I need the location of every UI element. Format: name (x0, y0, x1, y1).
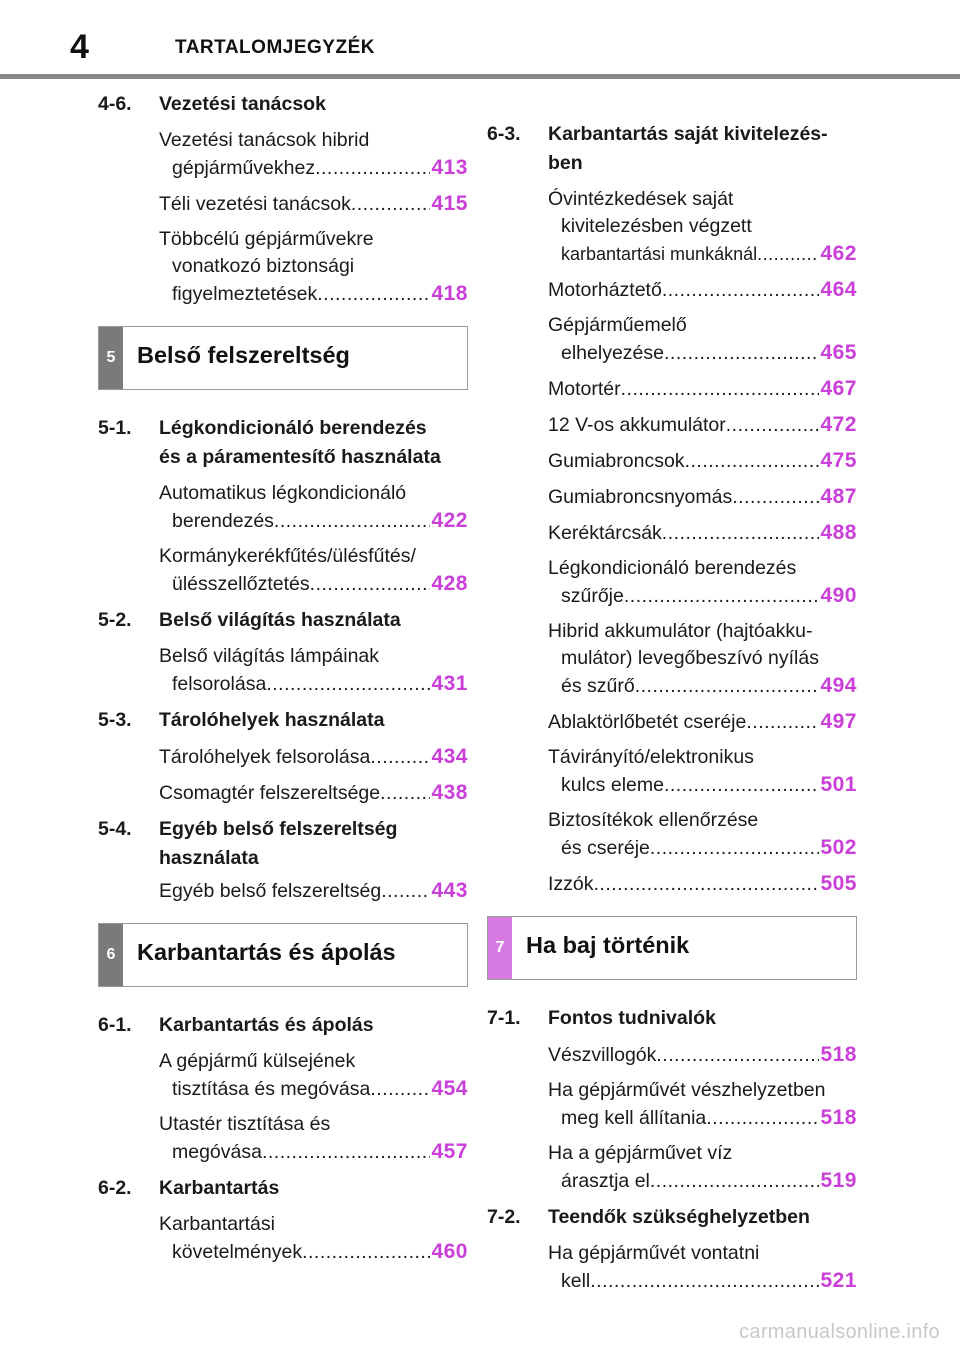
section-number: 4-6. (98, 93, 132, 115)
section-title: ben (548, 152, 583, 174)
page-link[interactable]: 497 (820, 710, 857, 733)
entry-text: és cseréje (561, 837, 650, 859)
leader-dots (370, 1076, 430, 1103)
leader-dots (732, 484, 819, 511)
entry-text: Ha gépjárművét vontatni (548, 1242, 760, 1264)
leader-dots (370, 744, 430, 771)
chapter-5-box[interactable] (98, 326, 468, 390)
leader-dots (302, 1239, 430, 1266)
toc-entry[interactable] (98, 127, 468, 182)
section-number: 5-4. (98, 818, 132, 840)
toc-entry[interactable] (98, 480, 468, 535)
entry-text: Automatikus légkondicionáló (159, 482, 407, 504)
entry-text: Utastér tisztítása és (159, 1113, 331, 1135)
toc-entry[interactable] (487, 1041, 857, 1069)
leader-dots (757, 241, 819, 268)
section-5-2 (98, 606, 468, 698)
section-4-6 (98, 90, 468, 308)
toc-entry[interactable] (98, 226, 468, 308)
section-title: Karbantartás saját kivitelezés- (548, 123, 828, 145)
entry-text: Biztosítékok ellenőrzése (548, 809, 759, 831)
entry-text: Ha gépjárművét vészhelyzetben (548, 1079, 826, 1101)
section-title: Teendők szükséghelyzetben (548, 1206, 810, 1228)
toc-entry[interactable] (98, 1211, 468, 1266)
toc-entry[interactable] (98, 543, 468, 598)
page-link[interactable]: 415 (431, 192, 468, 215)
page-link[interactable]: 519 (820, 1169, 857, 1192)
leader-dots (381, 878, 430, 905)
entry-text: Egyéb belső felszereltség (159, 880, 382, 902)
leader-dots (662, 277, 820, 304)
entry-text: Téli vezetési tanácsok (159, 193, 351, 215)
leader-dots (262, 1139, 430, 1166)
section-number: 5-3. (98, 709, 132, 731)
toc-entry[interactable] (98, 643, 468, 698)
entry-text: meg kell állítania (561, 1107, 707, 1129)
page-link[interactable]: 521 (820, 1269, 857, 1292)
leader-dots (635, 673, 820, 700)
leader-dots (380, 780, 430, 807)
entry-text: Vezetési tanácsok hibrid (159, 129, 370, 151)
leader-dots (706, 1105, 819, 1132)
leader-dots (310, 571, 431, 598)
watermark: carmanualsonline.info (739, 1321, 940, 1343)
page-link[interactable]: 488 (820, 521, 857, 544)
section-heading (487, 1203, 857, 1232)
entry-text: árasztja el (561, 1170, 650, 1192)
leader-dots (590, 1268, 819, 1295)
section-5-4 (98, 815, 468, 905)
toc-left-column (98, 90, 468, 1266)
chapter-7-box[interactable] (487, 916, 857, 980)
entry-text: Izzók (548, 873, 594, 895)
toc-entry[interactable] (487, 411, 857, 439)
page-number: 4 (70, 28, 89, 66)
toc-entry[interactable] (487, 186, 857, 268)
page-link[interactable]: 494 (820, 674, 857, 697)
section-heading (98, 1174, 468, 1203)
page-link[interactable]: 454 (431, 1077, 468, 1100)
chapter-tab: 6 (99, 924, 123, 986)
section-number: 6-3. (487, 123, 521, 145)
entry-text: felsorolása (172, 673, 267, 695)
entry-text: karbantartási munkáknál (561, 244, 758, 264)
section-number: 6-2. (98, 1177, 132, 1199)
entry-text: követelmények (172, 1241, 303, 1263)
chapter-title: Ha baj történik (526, 932, 690, 958)
entry-text: Keréktárcsák (548, 522, 662, 544)
entry-text: Vészvillogók (548, 1044, 657, 1066)
entry-text: elhelyezése (561, 342, 664, 364)
section-title: és a páramentesítő használata (159, 446, 441, 468)
toc-entry[interactable] (487, 555, 857, 610)
toc-entry[interactable] (98, 1048, 468, 1103)
toc-entry[interactable] (487, 519, 857, 547)
leader-dots (662, 520, 820, 547)
entry-text: Ablaktörlőbetét cseréje (548, 711, 747, 733)
entry-text: vonatkozó biztonsági (172, 255, 355, 277)
entry-text: ülésszellőztetés (172, 573, 310, 595)
leader-dots (664, 340, 819, 367)
section-heading (98, 1011, 468, 1040)
leader-dots (664, 772, 819, 799)
section-heading (487, 120, 857, 178)
section-number: 6-1. (98, 1014, 132, 1036)
page-link[interactable]: 428 (431, 572, 468, 595)
entry-text: Kormánykerékfűtés/ülésfűtés/ (159, 545, 416, 567)
entry-text: Ha a gépjárművet víz (548, 1142, 733, 1164)
page-link[interactable]: 475 (820, 449, 857, 472)
entry-text: szűrője (561, 585, 624, 607)
toc-entry[interactable] (487, 618, 857, 700)
section-6-2 (98, 1174, 468, 1266)
toc-entry[interactable] (98, 877, 468, 905)
entry-text: Tárolóhelyek felsorolása (159, 746, 371, 768)
entry-text: Karbantartási (159, 1213, 275, 1235)
leader-dots (621, 376, 820, 403)
page-link[interactable]: 460 (431, 1240, 468, 1263)
leader-dots (594, 871, 820, 898)
section-heading (98, 414, 468, 472)
entry-text: kulcs eleme (561, 774, 664, 796)
page-link[interactable]: 467 (820, 377, 857, 400)
page-link[interactable]: 438 (431, 781, 468, 804)
section-title: Tárolóhelyek használata (159, 709, 385, 731)
section-number: 5-1. (98, 417, 132, 439)
section-5-1 (98, 414, 468, 598)
entry-text: Belső világítás lámpáinak (159, 645, 380, 667)
entry-text: Gépjárműemelő (548, 314, 687, 336)
entry-text: kell (561, 1270, 591, 1292)
page-link[interactable]: 464 (820, 278, 857, 301)
header-title: TARTALOMJEGYZÉK (175, 37, 375, 58)
entry-text: berendezés (172, 510, 274, 532)
page-link[interactable]: 462 (820, 242, 857, 265)
page-link[interactable]: 472 (820, 413, 857, 436)
page-link[interactable]: 505 (820, 872, 857, 895)
leader-dots (266, 671, 430, 698)
entry-text: Motortér (548, 378, 621, 400)
toc-entry[interactable] (487, 312, 857, 367)
entry-text: megóvása (172, 1141, 262, 1163)
toc-entry[interactable] (98, 779, 468, 807)
toc-entry[interactable] (487, 375, 857, 403)
entry-text: és szűrő (561, 675, 635, 697)
leader-dots (351, 191, 431, 218)
toc-entry[interactable] (98, 190, 468, 218)
chapter-tab: 7 (488, 917, 512, 979)
entry-text: kivitelezésben végzett (561, 215, 752, 237)
leader-dots (656, 1042, 819, 1069)
leader-dots (726, 412, 820, 439)
leader-dots (650, 835, 820, 862)
header-rule (0, 74, 960, 79)
entry-text: 12 V-os akkumulátor (548, 414, 726, 436)
entry-text: Óvintézkedések saját (548, 188, 734, 210)
section-title: Karbantartás és ápolás (159, 1014, 374, 1036)
leader-dots (317, 281, 430, 308)
entry-text: Többcélú gépjárművekre (159, 228, 374, 250)
section-heading (98, 706, 468, 735)
section-number: 5-2. (98, 609, 132, 631)
section-title: Belső világítás használata (159, 609, 401, 631)
chapter-6-box[interactable] (98, 923, 468, 987)
page-link[interactable]: 457 (431, 1140, 468, 1163)
section-7-2 (487, 1203, 857, 1295)
chapter-tab: 5 (99, 327, 123, 389)
toc-entry[interactable] (487, 1077, 857, 1132)
section-title: Karbantartás (159, 1177, 280, 1199)
page-link[interactable]: 502 (820, 836, 857, 859)
toc-entry[interactable] (487, 807, 857, 862)
toc-right-column (487, 120, 857, 1295)
page-link[interactable]: 443 (431, 879, 468, 902)
entry-text: Csomagtér felszereltsége (159, 782, 381, 804)
page-link[interactable]: 434 (431, 745, 468, 768)
entry-text: tisztítása és megóvása (172, 1078, 371, 1100)
page-link[interactable]: 518 (820, 1043, 857, 1066)
toc-entry[interactable] (487, 447, 857, 475)
toc-entry[interactable] (487, 708, 857, 736)
section-heading (98, 606, 468, 635)
page-header (0, 0, 960, 80)
page-link[interactable]: 413 (431, 156, 468, 179)
section-title: Légkondicionáló berendezés (159, 417, 427, 439)
leader-dots (650, 1168, 820, 1195)
chapter-title: Belső felszereltség (137, 342, 350, 368)
page-link[interactable]: 422 (431, 509, 468, 532)
toc-entry[interactable] (98, 743, 468, 771)
toc-entry[interactable] (487, 744, 857, 799)
section-number: 7-1. (487, 1007, 521, 1029)
leader-dots (274, 508, 431, 535)
section-number: 7-2. (487, 1206, 521, 1228)
section-heading (98, 815, 468, 873)
entry-text: mulátor) levegőbeszívó nyílás (561, 647, 819, 669)
entry-text: Gumiabroncsnyomás (548, 486, 733, 508)
section-title: használata (159, 847, 259, 869)
toc-entry[interactable] (98, 1111, 468, 1166)
toc-entry[interactable] (487, 483, 857, 511)
section-5-3 (98, 706, 468, 807)
entry-text: Gumiabroncsok (548, 450, 685, 472)
entry-text: A gépjármű külsejének (159, 1050, 356, 1072)
section-heading (487, 1004, 857, 1033)
page-link[interactable]: 465 (820, 341, 857, 364)
section-7-1 (487, 1004, 857, 1195)
toc-entry[interactable] (487, 1140, 857, 1195)
entry-text: Légkondicionáló berendezés (548, 557, 797, 579)
entry-text: figyelmeztetések (172, 283, 318, 305)
section-6-1 (98, 1011, 468, 1166)
leader-dots (685, 448, 820, 475)
section-heading (98, 90, 468, 119)
toc-entry[interactable] (487, 276, 857, 304)
chapter-title: Karbantartás és ápolás (137, 939, 396, 965)
section-title: Fontos tudnivalók (548, 1007, 716, 1029)
leader-dots (315, 155, 430, 182)
page-link[interactable]: 518 (820, 1106, 857, 1129)
leader-dots (746, 709, 819, 736)
page-link[interactable]: 418 (431, 282, 468, 305)
section-title: Egyéb belső felszereltség (159, 818, 398, 840)
page-link[interactable]: 501 (820, 773, 857, 796)
entry-text: gépjárművekhez (172, 157, 316, 179)
entry-text: Motorháztető (548, 279, 662, 301)
toc-entry[interactable] (487, 1240, 857, 1295)
entry-text: Távirányító/elektronikus (548, 746, 754, 768)
toc-entry[interactable] (487, 870, 857, 898)
section-title: Vezetési tanácsok (159, 93, 326, 115)
entry-text: Hibrid akkumulátor (hajtóakku- (548, 620, 813, 642)
page-link[interactable]: 487 (820, 485, 857, 508)
leader-dots (624, 583, 820, 610)
page-link[interactable]: 490 (820, 584, 857, 607)
section-6-3 (487, 120, 857, 898)
page-link[interactable]: 431 (431, 672, 468, 695)
